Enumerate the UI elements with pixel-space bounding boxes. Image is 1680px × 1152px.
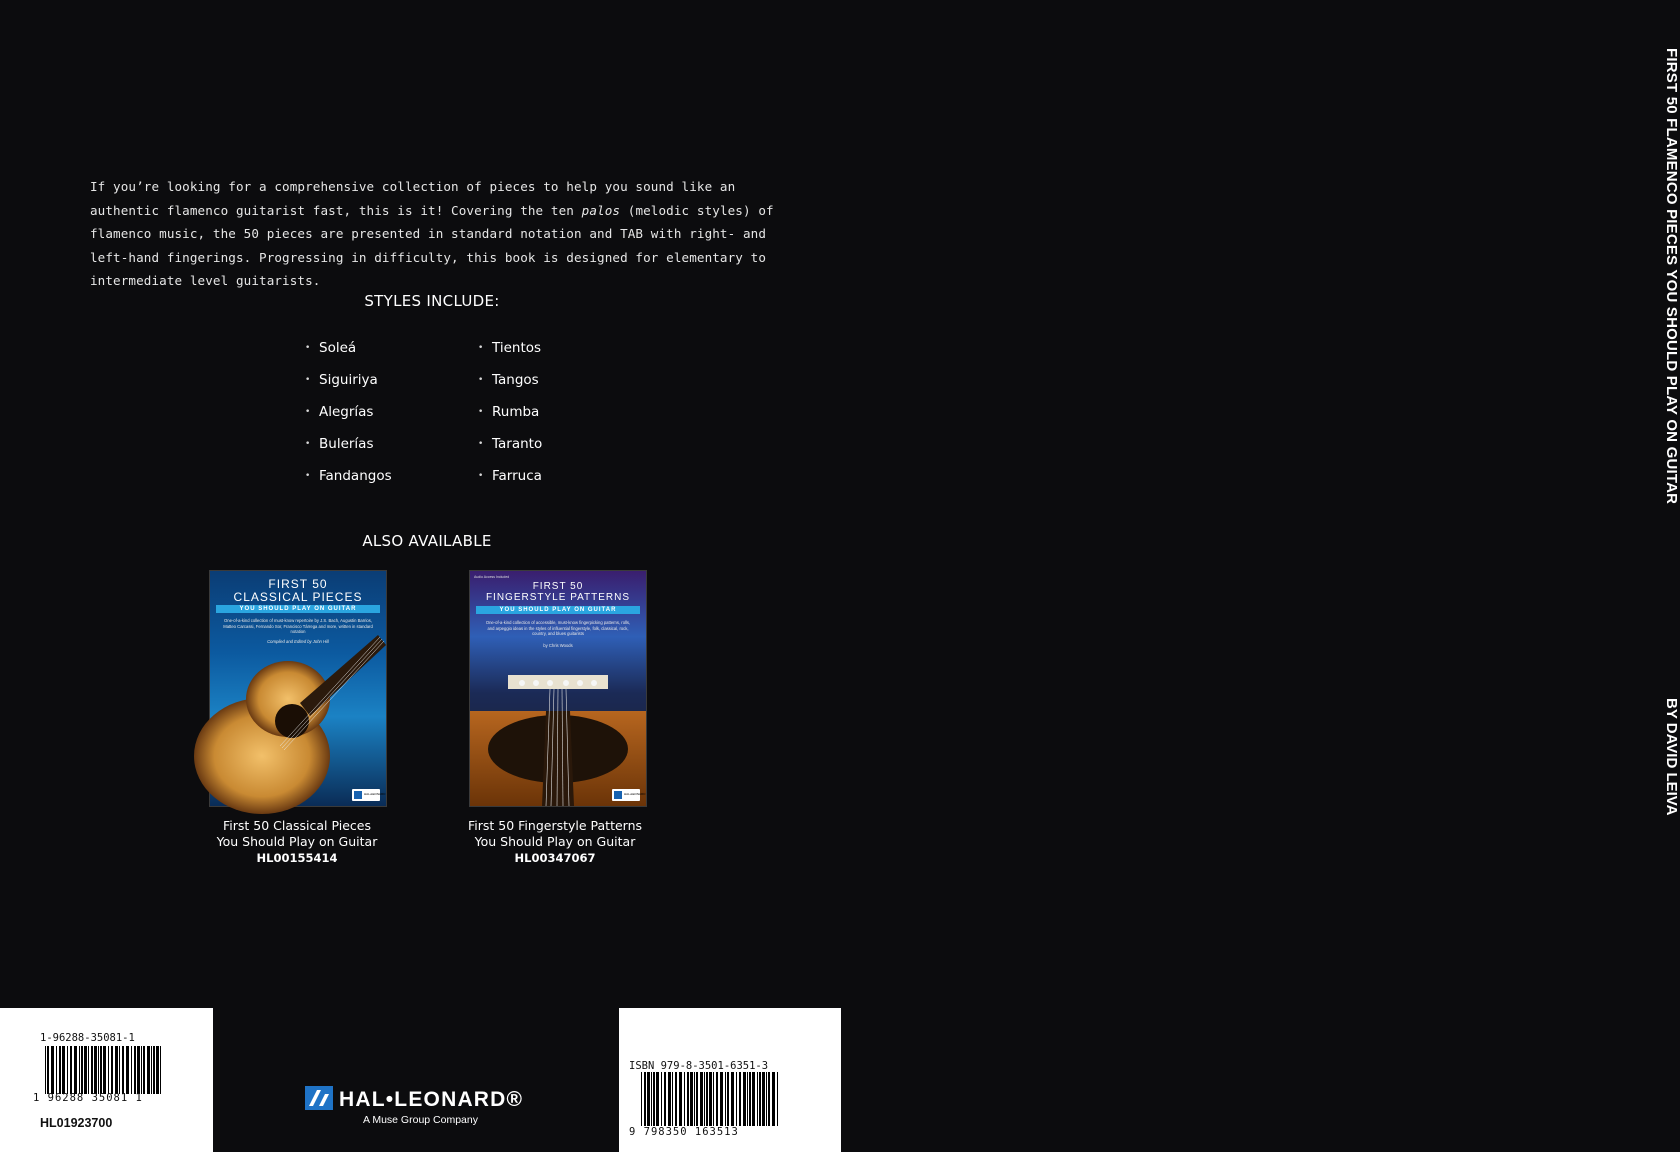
- upc-barcode: [45, 1046, 165, 1094]
- publisher-name: HAL•LEONARD®: [339, 1088, 524, 1111]
- barcode-bar: [772, 1072, 775, 1126]
- classical-guitar-image: [210, 571, 386, 806]
- style-item: • Alegrías: [305, 402, 392, 434]
- style-item: • Farruca: [478, 466, 542, 498]
- style-item: • Rumba: [478, 402, 542, 434]
- barcode-bar: [675, 1072, 677, 1126]
- style-item: • Fandangos: [305, 466, 392, 498]
- cover-title-line2: FINGERSTYLE PATTERNS: [485, 592, 631, 603]
- barcode-bar: [664, 1072, 666, 1126]
- barcode-bar: [757, 1072, 758, 1126]
- cover-badge: Audio Access Included: [474, 575, 510, 579]
- barcode-bar: [88, 1046, 89, 1094]
- cover-title-line1: FIRST 50: [532, 581, 584, 592]
- barcode-bar: [74, 1046, 77, 1094]
- book-cover-fingerstyle[interactable]: [469, 570, 647, 807]
- spine-title: FIRST 50 FLAMENCO PIECES YOU SHOULD PLAY ON GUITAR: [1663, 48, 1680, 505]
- barcode-bar: [151, 1046, 152, 1094]
- barcode-bar: [762, 1072, 765, 1126]
- barcode-bar: [126, 1046, 129, 1094]
- barcode-bar: [641, 1072, 642, 1126]
- upc-top-number: 1-96288-35081-1: [40, 1032, 135, 1044]
- styles-list-right: [478, 338, 542, 498]
- style-item: • Taranto: [478, 434, 542, 466]
- barcode-bar: [684, 1072, 685, 1126]
- barcode-bar: [720, 1072, 723, 1126]
- barcode-bar: [690, 1072, 693, 1126]
- barcode-bar: [147, 1046, 150, 1094]
- caption-line2: You Should Play on Guitar: [216, 834, 378, 849]
- barcode-bar: [156, 1046, 159, 1094]
- barcode-bar: [706, 1072, 708, 1126]
- barcode-bar: [713, 1072, 714, 1126]
- barcode-bar: [141, 1046, 142, 1094]
- barcode-bar: [661, 1072, 662, 1126]
- barcode-bar: [747, 1072, 748, 1126]
- barcode-bar: [103, 1046, 106, 1094]
- style-item: • Tientos: [478, 338, 542, 370]
- barcode-bar: [704, 1072, 705, 1126]
- styles-list-left: [305, 338, 392, 498]
- barcode-bar: [694, 1072, 695, 1126]
- intro-text-1: If you’re looking for a comprehensive collection of pieces to help you sound like an authentic flamenco guitarist fast, this is it! Covering the ten: [90, 179, 736, 218]
- style-item: • Soleá: [305, 338, 392, 370]
- hal-leonard-logo-icon: [305, 1086, 333, 1110]
- intro-paragraph: [90, 175, 790, 293]
- barcode-bar: [108, 1046, 109, 1094]
- barcode-bar: [122, 1046, 124, 1094]
- isbn-digits: 9 798350 163513: [629, 1126, 739, 1138]
- barcode-bar: [687, 1072, 689, 1126]
- barcode-bar: [59, 1046, 61, 1094]
- item-code: HL01923700: [40, 1116, 113, 1130]
- barcode-bar: [647, 1072, 650, 1126]
- styles-heading: STYLES INCLUDE:: [364, 292, 500, 310]
- barcode-bar: [81, 1046, 83, 1094]
- publisher-logo-small: HAL•LEONARD: [352, 789, 380, 801]
- cover-blurb: One-of-a-kind collection of accessible, must-know fingerpicking patterns, rolls, and arpeggio ideas in the styles of influential fingerstyle, folk, classical, rock, country, and blues guitarists: [485, 620, 631, 637]
- barcode-bar: [672, 1072, 673, 1126]
- barcode-bar: [768, 1072, 770, 1126]
- book-caption-classical: [187, 818, 407, 866]
- barcode-bar: [119, 1046, 120, 1094]
- barcode-bar: [51, 1046, 54, 1094]
- barcode-bar: [752, 1072, 755, 1126]
- cover-title-line2: CLASSICAL PIECES: [233, 590, 363, 604]
- cover-subtitle: YOU SHOULD PLAY ON GUITAR: [216, 605, 380, 613]
- barcode-bar: [716, 1072, 718, 1126]
- barcode-bar: [115, 1046, 118, 1094]
- cover-title-line1: FIRST 50: [268, 577, 328, 591]
- cover-subtitle: YOU SHOULD PLAY ON GUITAR: [476, 606, 640, 614]
- caption-line1: First 50 Fingerstyle Patterns: [467, 818, 643, 833]
- upc-barcode-panel: [0, 1008, 213, 1152]
- barcode-bar: [653, 1072, 655, 1126]
- upc-digits: 1 96288 35081 1: [33, 1092, 143, 1104]
- caption-line2: You Should Play on Guitar: [474, 834, 636, 849]
- barcode-bar: [62, 1046, 65, 1094]
- intro-emphasis: palos: [581, 202, 621, 218]
- caption-line1: First 50 Classical Pieces: [223, 818, 371, 833]
- barcode-bar: [84, 1046, 87, 1094]
- barcode-bar: [45, 1046, 46, 1094]
- barcode-bar: [700, 1072, 703, 1126]
- barcode-bar: [79, 1046, 80, 1094]
- barcode-bar: [709, 1072, 712, 1126]
- barcode-bar: [137, 1046, 140, 1094]
- publisher-tagline: A Muse Group Company: [363, 1114, 478, 1126]
- barcode-bar: [67, 1046, 68, 1094]
- barcode-bar: [153, 1046, 155, 1094]
- cover-credit: by Chris Woods: [543, 643, 573, 648]
- style-item: • Bulerías: [305, 434, 392, 466]
- book-cover-classical[interactable]: [209, 570, 387, 807]
- barcode-bar: [131, 1046, 132, 1094]
- barcode-bar: [47, 1046, 49, 1094]
- barcode-bar: [160, 1046, 161, 1094]
- cover-blurb: One-of-a-kind collection of must-know repertoire by J.S. Bach, Augustin Barrios, Matteo Carcassi, Fernando Sor, Francisco Tárrega and more, written in standard notation: [223, 618, 373, 635]
- barcode-bar: [727, 1072, 729, 1126]
- barcode-bar: [656, 1072, 659, 1126]
- barcode-bar: [91, 1046, 93, 1094]
- also-available-heading: ALSO AVAILABLE: [362, 532, 492, 550]
- barcode-bar: [668, 1072, 671, 1126]
- barcode-bar: [651, 1072, 652, 1126]
- spine-author: BY DAVID LEIVA: [1663, 698, 1680, 816]
- caption-code: HL00347067: [514, 851, 596, 865]
- barcode-bar: [731, 1072, 734, 1126]
- barcode-bar: [725, 1072, 726, 1126]
- book-caption-fingerstyle: [445, 818, 665, 866]
- barcode-bar: [679, 1072, 682, 1126]
- barcode-bar: [98, 1046, 99, 1094]
- isbn-number: ISBN 979-8-3501-6351-3: [629, 1060, 769, 1072]
- publisher-logo-small: HAL•LEONARD: [612, 789, 640, 801]
- barcode-bar: [134, 1046, 136, 1094]
- barcode-bar: [766, 1072, 767, 1126]
- barcode-bar: [70, 1046, 72, 1094]
- isbn-barcode: [641, 1072, 781, 1126]
- style-item: • Siguiriya: [305, 370, 392, 402]
- barcode-bar: [143, 1046, 145, 1094]
- barcode-bar: [777, 1072, 778, 1126]
- barcode-bar: [111, 1046, 113, 1094]
- cover-credit: Compiled and Edited by John Hill: [267, 639, 329, 644]
- guitar-fretboard-image: [470, 571, 646, 806]
- barcode-bar: [739, 1072, 741, 1126]
- barcode-bar: [736, 1072, 737, 1126]
- publisher-block: [213, 1008, 619, 1152]
- style-item: • Tangos: [478, 370, 542, 402]
- barcode-bar: [696, 1072, 698, 1126]
- barcode-bar: [749, 1072, 751, 1126]
- caption-code: HL00155414: [256, 851, 338, 865]
- barcode-bar: [100, 1046, 102, 1094]
- isbn-barcode-panel: [619, 1008, 841, 1152]
- barcode-bar: [644, 1072, 646, 1126]
- intro-text-2: (melodic styles) of flamenco music, the 50 pieces are presented in standard notation and TAB with right- and left-hand fingerings. Progressing in difficulty, this book is designed for elementary to intermediate level guitarists.: [90, 202, 774, 288]
- barcode-bar: [56, 1046, 57, 1094]
- barcode-bar: [94, 1046, 97, 1094]
- spine: [818, 0, 1680, 1010]
- barcode-bar: [743, 1072, 746, 1126]
- barcode-bar: [759, 1072, 761, 1126]
